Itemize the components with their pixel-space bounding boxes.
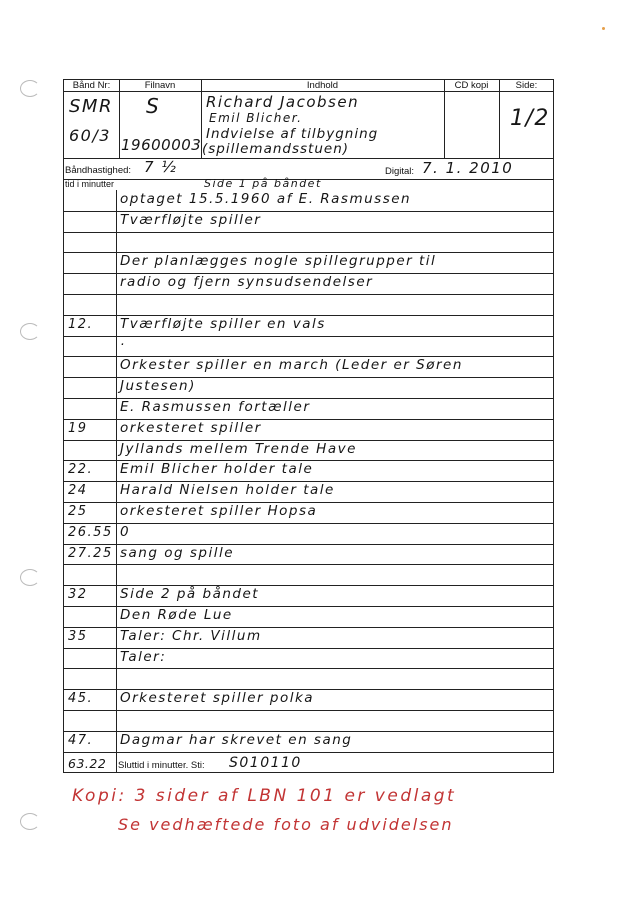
total-time: 63.22	[68, 756, 107, 771]
header-filnavn: Filnavn	[119, 80, 201, 92]
row-text: Side 2 på båndet	[120, 586, 260, 603]
row-time: 27.25	[68, 545, 113, 561]
row-rule	[64, 668, 553, 669]
tid-label: tid i minutter	[65, 179, 115, 189]
row-text: Taler: Chr. Villum	[120, 627, 262, 644]
row-text: optaget 15.5.1960 af E. Rasmussen	[120, 191, 412, 207]
filnavn-value-2: 19600003	[121, 136, 202, 154]
row-text: Harald Nielsen holder tale	[120, 482, 335, 499]
indhold-line-3: Indvielse af tilbygning	[206, 126, 379, 142]
binder-hole-4	[20, 813, 40, 830]
header-indhold: Indhold	[201, 80, 444, 92]
row-text: Orkesteret spiller polka	[120, 690, 315, 707]
row-rule	[64, 294, 553, 295]
row-time: 19	[68, 420, 88, 436]
binder-hole-3	[20, 569, 40, 586]
indhold-line-4: (spillemandsstuen)	[202, 141, 350, 157]
row-text: Orkester spiller en march (Leder er Søren	[120, 357, 463, 374]
row-time: 25	[68, 504, 88, 519]
row-text: Taler:	[120, 648, 167, 665]
row-text: orkesteret spiller	[120, 419, 262, 436]
row-text: Dagmar har skrevet en sang	[120, 731, 353, 748]
row-text: Den Røde Lue	[120, 607, 233, 623]
row-rule	[64, 564, 553, 565]
digital-label: Digital:	[385, 166, 415, 177]
row-text: sang og spille	[120, 544, 235, 561]
red-note-line-1: Kopi: 3 sider af LBN 101 er vedlagt	[72, 786, 457, 806]
stray-mark	[602, 27, 605, 30]
row-text: Der planlægges nogle spillegrupper til	[120, 253, 437, 270]
sluttid-label: Sluttid i minutter. Sti:	[118, 760, 205, 771]
row-rule	[64, 232, 553, 233]
row-time: 35	[68, 628, 88, 644]
bandhastighed-value: 7 ½	[144, 158, 178, 176]
row-text: ·	[120, 336, 126, 353]
side-value: 1/2	[510, 106, 550, 131]
row-time: 12.	[68, 316, 94, 332]
digital-value: 7. 1. 2010	[422, 159, 514, 177]
header-cd-kopi: CD kopi	[444, 80, 499, 92]
red-note-line-2: Se vedhæftede foto af udvidelsen	[118, 815, 454, 834]
row-rule	[64, 710, 553, 711]
row-text: Justesen)	[120, 378, 196, 395]
row-text: E. Rasmussen fortæller	[120, 399, 311, 415]
binder-hole-2	[20, 323, 40, 340]
row-time: 26.55	[68, 524, 113, 540]
header-band-nr: Bånd Nr:	[64, 80, 119, 92]
row-time: 22.	[68, 462, 94, 478]
col-line	[119, 80, 120, 158]
row-text: orkesteret spiller Hopsa	[120, 503, 318, 519]
row-time: 45.	[68, 691, 94, 707]
indhold-line-1: Richard Jacobsen	[206, 93, 360, 111]
row-text: Emil Blicher holder tale	[120, 461, 314, 478]
row-time: 47.	[68, 732, 94, 748]
row-text: Jyllands mellem Trende Have	[120, 440, 357, 457]
bandhastighed-label: Båndhastighed:	[65, 165, 132, 176]
row-text: radio og fjern synsudsendelser	[120, 274, 374, 291]
binder-hole-1	[20, 80, 40, 97]
band-nr-value-2: 60/3	[69, 126, 111, 145]
sti-value: S010110	[229, 755, 302, 771]
row-text: Tværfløjte spiller en vals	[120, 315, 326, 332]
row-rule	[64, 752, 553, 753]
row-time: 32	[68, 587, 88, 603]
row-rule	[64, 336, 553, 337]
indhold-line-2: Emil Blicher.	[209, 111, 303, 125]
header-side: Side:	[499, 80, 554, 92]
row-rule	[64, 523, 553, 524]
row-text: Tværfløjte spiller	[120, 211, 262, 228]
band-nr-value-1: SMR	[69, 96, 113, 117]
col-line	[499, 80, 500, 158]
filnavn-value-1: S	[146, 94, 161, 118]
tape-log-sheet	[63, 79, 554, 773]
row-text: 0	[120, 523, 131, 540]
row-time: 24	[68, 483, 88, 499]
tid-note: Side 1 på båndet	[204, 177, 322, 190]
col-line	[444, 80, 445, 158]
